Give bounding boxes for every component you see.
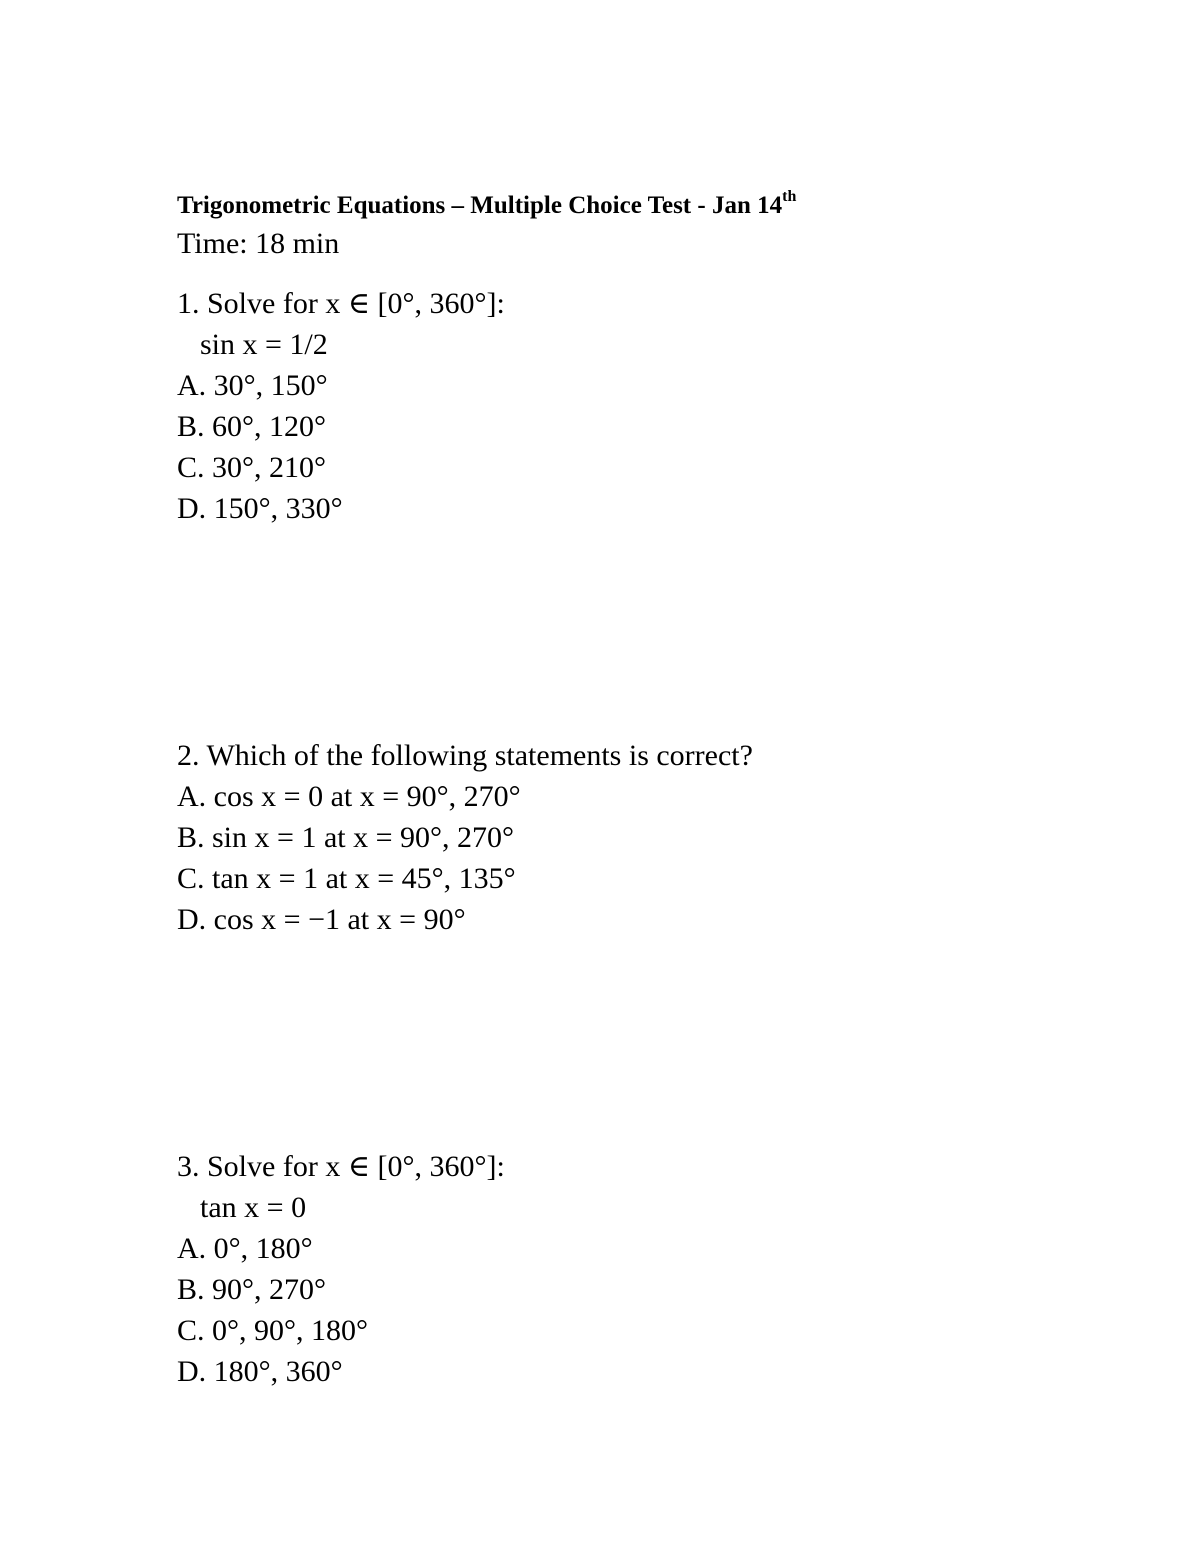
question-1-option-b: B. 60°, 120°: [177, 410, 327, 443]
question-1-prompt: 1. Solve for x ∈ [0°, 360°]:: [177, 287, 505, 320]
test-title: [177, 187, 797, 222]
question-1: [177, 283, 505, 529]
question-2-option-a: A. cos x = 0 at x = 90°, 270°: [177, 780, 521, 813]
question-2-option-c: C. tan x = 1 at x = 45°, 135°: [177, 862, 516, 895]
time-limit: Time: 18 min: [177, 227, 340, 260]
question-2-prompt: 2. Which of the following statements is correct?: [177, 739, 753, 772]
question-2-option-b: B. sin x = 1 at x = 90°, 270°: [177, 821, 515, 854]
question-3-option-a: A. 0°, 180°: [177, 1232, 313, 1265]
test-title-superscript: th: [782, 187, 797, 205]
question-3-equation: tan x = 0: [200, 1191, 307, 1224]
question-3-option-c: C. 0°, 90°, 180°: [177, 1314, 369, 1347]
question-1-equation: sin x = 1/2: [200, 328, 328, 361]
question-3-option-b: B. 90°, 270°: [177, 1273, 327, 1306]
question-1-option-d: D. 150°, 330°: [177, 492, 343, 525]
question-3-option-d: D. 180°, 360°: [177, 1355, 343, 1388]
question-1-option-a: A. 30°, 150°: [177, 369, 328, 402]
question-2-option-d: D. cos x = −1 at x = 90°: [177, 903, 466, 936]
question-2: [177, 735, 753, 940]
question-3: [177, 1146, 505, 1392]
question-1-option-c: C. 30°, 210°: [177, 451, 327, 484]
question-3-prompt: 3. Solve for x ∈ [0°, 360°]:: [177, 1150, 505, 1183]
test-title-text: Trigonometric Equations – Multiple Choice Test - Jan 14: [177, 192, 783, 219]
